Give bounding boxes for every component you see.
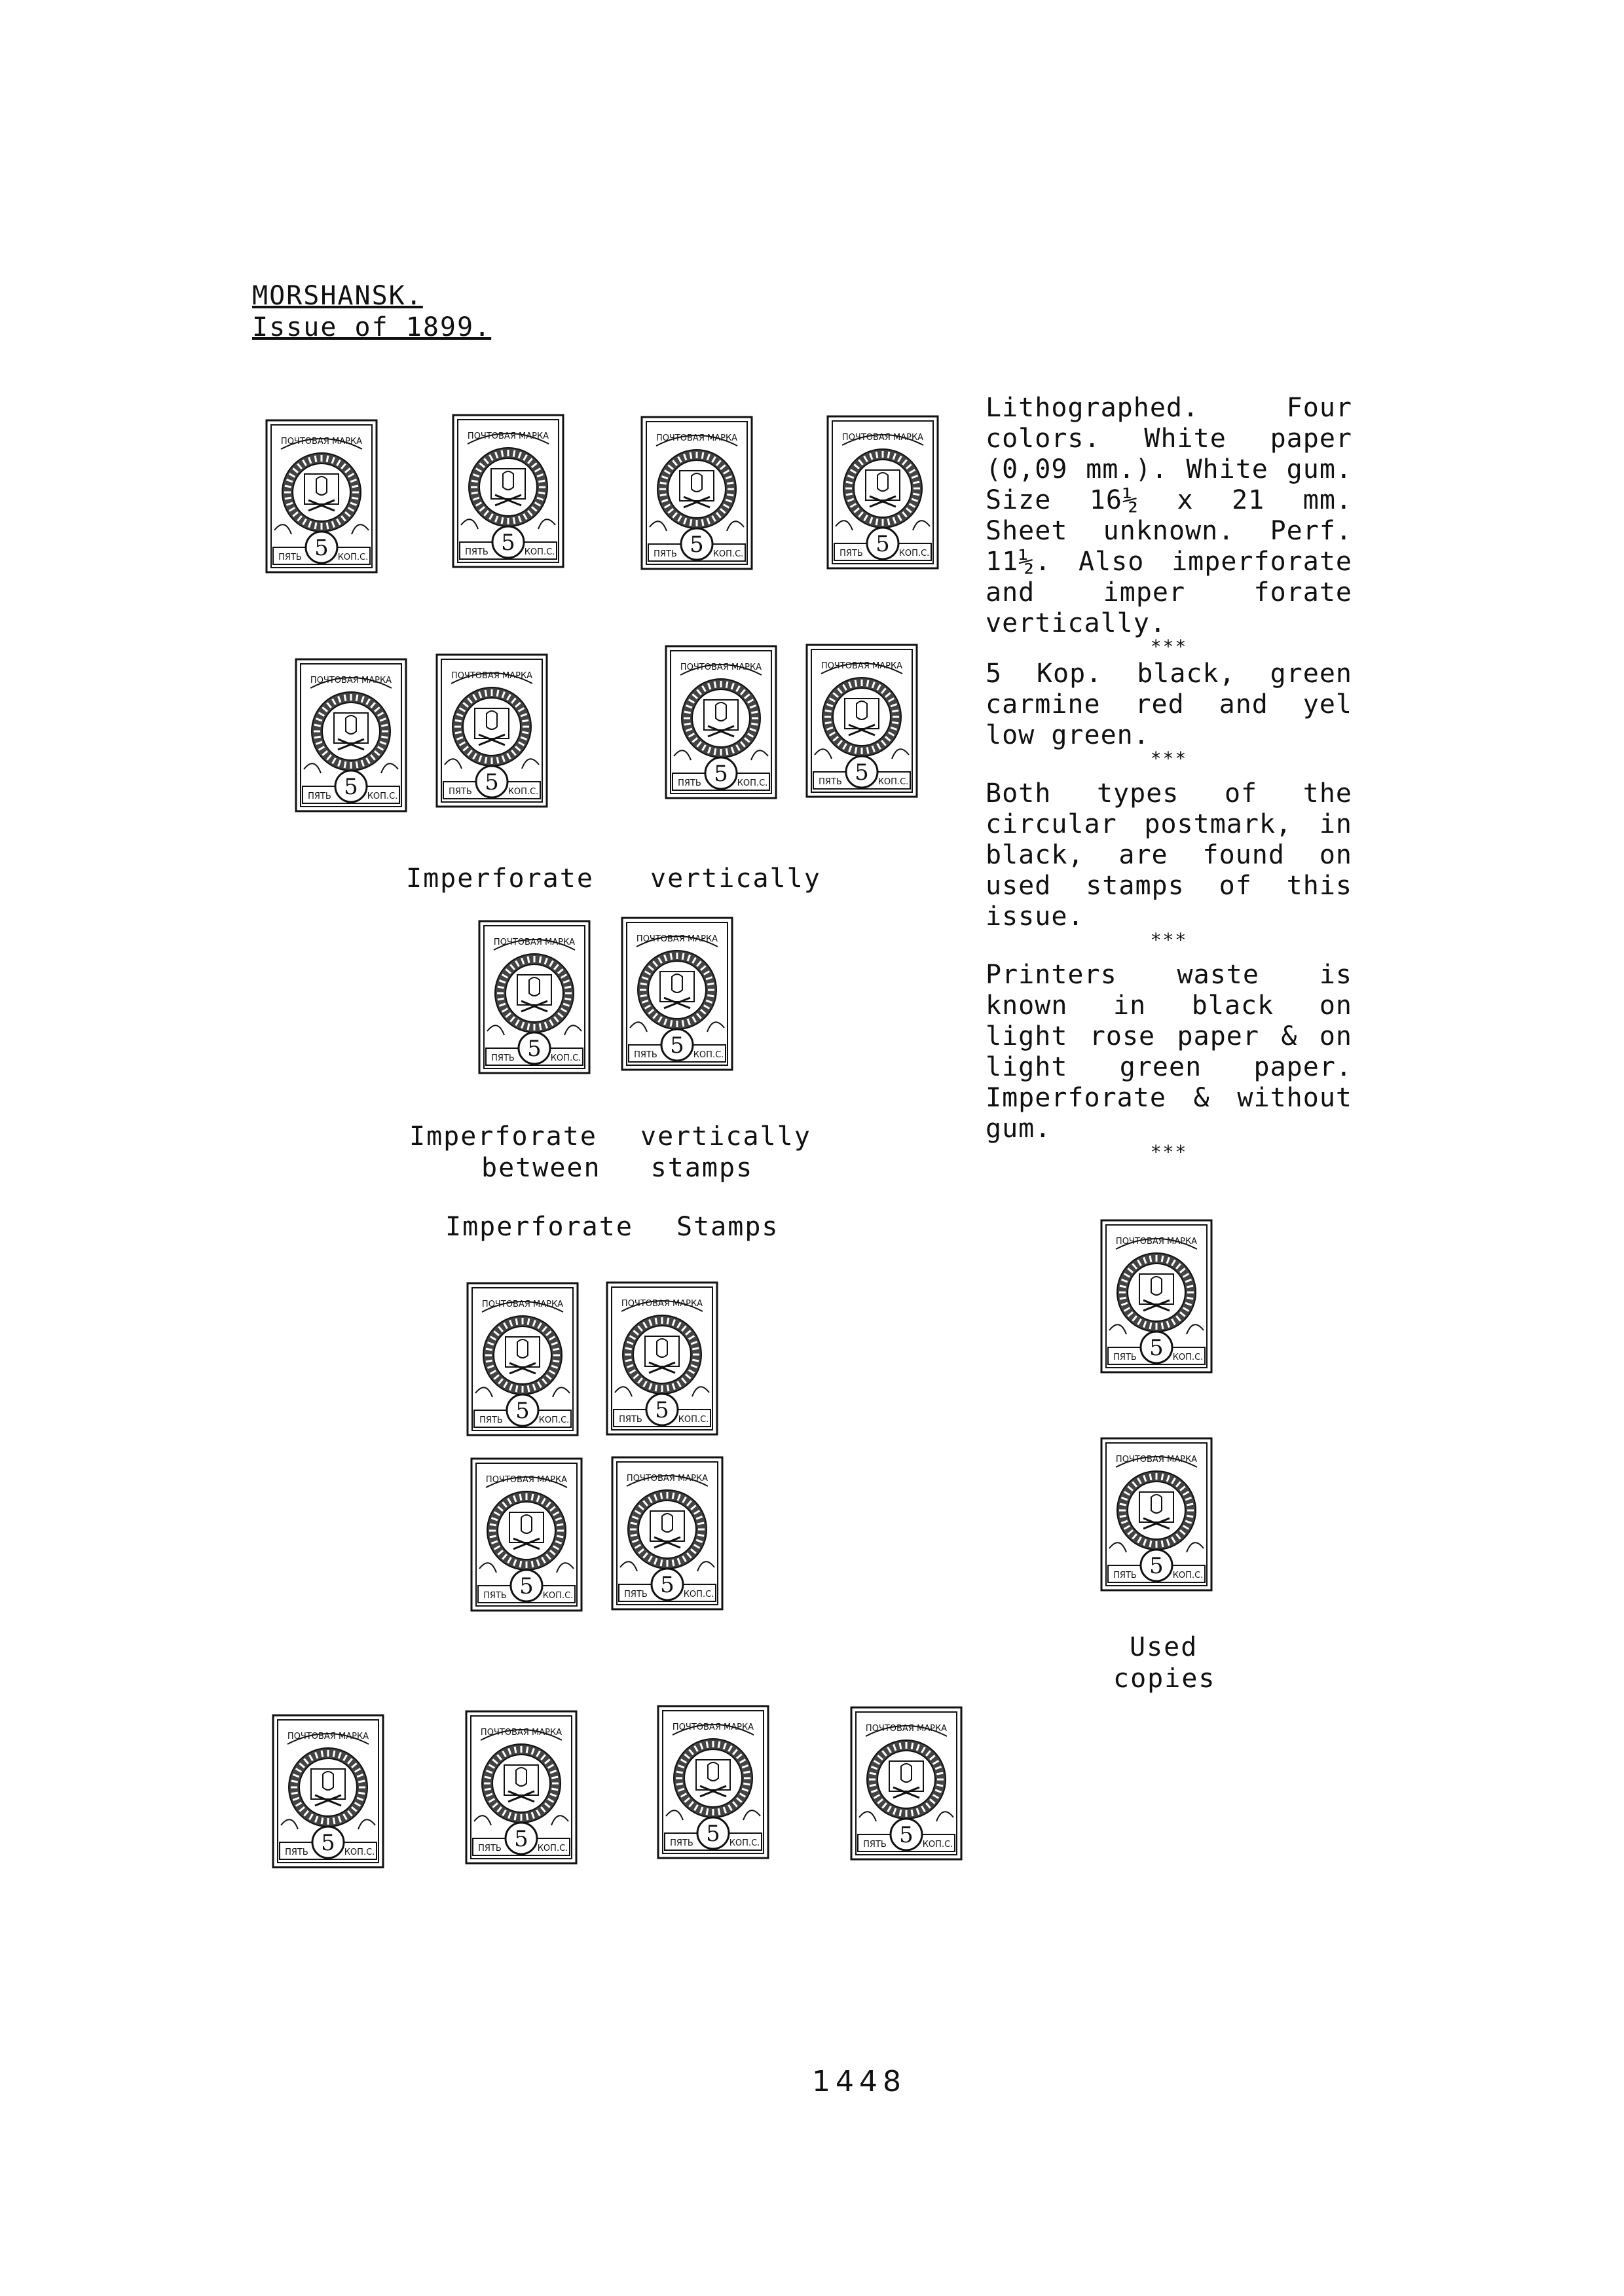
stamp-bottom-2 [465,1710,578,1865]
svg-text:ПЯТЬ: ПЯТЬ [285,1848,308,1857]
svg-text:5: 5 [527,1036,542,1062]
svg-text:ПЯТЬ: ПЯТЬ [449,787,472,797]
svg-text:ПЯТЬ: ПЯТЬ [465,547,489,557]
svg-text:ПЯТЬ: ПЯТЬ [863,1840,887,1850]
stamp-imperf-vertical-pair-left [295,658,407,812]
svg-text:ПОЧТОВАЯ МАРКА: ПОЧТОВАЯ МАРКА [467,431,549,441]
svg-text:КОП.С.: КОП.С. [877,777,909,787]
caption-used-line2: copies [1113,1664,1216,1694]
separator-stars: *** [1150,929,1188,951]
svg-text:5: 5 [515,1398,530,1424]
svg-text:ПОЧТОВАЯ МАРКА: ПОЧТОВАЯ МАРКА [451,671,533,681]
svg-text:5: 5 [899,1822,913,1848]
stamp-image [657,1705,769,1859]
stamp-bottom-1 [272,1714,384,1868]
svg-text:КОП.С.: КОП.С. [678,1415,709,1425]
stamp-imperf-block-top-right [606,1281,718,1436]
svg-text:КОП.С.: КОП.С. [344,1848,375,1857]
svg-text:ПОЧТОВАЯ МАРКА: ПОЧТОВАЯ МАРКА [280,437,363,446]
stamp-image [272,1714,384,1868]
stamp-perforated-1 [265,419,378,574]
caption-used-line1: Used [1130,1632,1198,1662]
caption-imperforate-vertically: Imperforate vertically [406,864,821,894]
stamp-bottom-4 [850,1706,963,1861]
svg-text:КОП.С.: КОП.С. [1172,1353,1204,1362]
svg-text:ПОЧТОВАЯ МАРКА: ПОЧТОВАЯ МАРКА [287,1732,369,1741]
stamp-perforated-2 [452,414,564,568]
svg-text:5: 5 [655,1397,669,1423]
stamp-used-2 [1100,1437,1213,1592]
svg-text:КОП.С.: КОП.С. [737,778,768,788]
stamp-image [470,1457,583,1612]
stamp-imperf-block-top-left [466,1282,579,1436]
svg-text:ПЯТЬ: ПЯТЬ [491,1053,515,1063]
page-title [252,280,423,312]
svg-text:ПОЧТОВАЯ МАРКА: ПОЧТОВАЯ МАРКА [636,934,718,944]
stamp-image [611,1456,724,1611]
svg-text:ПЯТЬ: ПЯТЬ [278,553,302,562]
stamp-image [805,644,918,798]
svg-text:ПЯТЬ: ПЯТЬ [1113,1571,1137,1580]
stamp-image [606,1281,718,1436]
svg-text:ПЯТЬ: ПЯТЬ [654,549,677,559]
stamp-image [850,1706,963,1861]
svg-text:ПЯТЬ: ПЯТЬ [308,792,331,801]
svg-text:ПЯТЬ: ПЯТЬ [1113,1353,1137,1362]
svg-text:5: 5 [1149,1335,1164,1361]
svg-text:ПЯТЬ: ПЯТЬ [678,778,701,788]
svg-text:5: 5 [660,1572,674,1598]
svg-text:КОП.С.: КОП.С. [507,787,539,797]
svg-text:5: 5 [344,774,358,800]
page-number: 1448 [812,2065,906,2098]
stamp-image [640,416,753,570]
caption-imperforate-stamps: Imperforate Stamps [445,1212,779,1242]
stamp-image [452,414,564,568]
svg-text:5: 5 [706,1821,720,1847]
title-morshansk: MORSHANSK. [252,281,423,311]
stamp-image [1100,1437,1213,1592]
svg-text:КОП.С.: КОП.С. [337,553,369,562]
svg-text:ПОЧТОВАЯ МАРКА: ПОЧТОВАЯ МАРКА [493,938,576,947]
svg-text:КОП.С.: КОП.С. [538,1415,570,1425]
svg-text:5: 5 [514,1826,528,1852]
svg-text:КОП.С.: КОП.С. [898,549,930,558]
svg-text:КОП.С.: КОП.С. [367,792,398,801]
svg-text:ПОЧТОВАЯ МАРКА: ПОЧТОВАЯ МАРКА [1115,1237,1198,1247]
stamp-image [478,920,591,1074]
separator-stars: *** [1150,1141,1188,1163]
stamp-imperf-vertical-pair2-left [665,645,777,799]
stamp-image [665,645,777,799]
subtitle-issue: Issue of 1899. [252,312,492,342]
stamp-imperf-block-bottom-right [611,1456,724,1611]
svg-text:ПОЧТОВАЯ МАРКА: ПОЧТОВАЯ МАРКА [672,1722,754,1732]
stamp-image [466,1282,579,1436]
description-lithographed: Lithographed. Four colors. White paper (0,09 mm.). White gum. Size 16½ x 21 mm. Sheet unknown. Perf. 11½. Also imperforate and imper forate vertically. [986,393,1352,638]
svg-text:КОП.С.: КОП.С. [712,549,744,559]
svg-text:КОП.С.: КОП.С. [922,1840,953,1850]
svg-text:ПОЧТОВАЯ МАРКА: ПОЧТОВАЯ МАРКА [1115,1455,1198,1465]
svg-text:ПОЧТОВАЯ МАРКА: ПОЧТОВАЯ МАРКА [626,1474,709,1484]
stamp-bottom-3 [657,1705,769,1859]
svg-text:КОП.С.: КОП.С. [1172,1571,1204,1580]
stamp-imperf-vertical-pair2-right [805,644,918,798]
svg-text:КОП.С.: КОП.С. [542,1591,574,1601]
svg-text:5: 5 [519,1573,534,1599]
stamp-image [435,653,548,808]
svg-text:ПОЧТОВАЯ МАРКА: ПОЧТОВАЯ МАРКА [841,433,924,443]
svg-text:ПЯТЬ: ПЯТЬ [483,1591,507,1601]
stamp-image [826,415,939,570]
svg-text:ПЯТЬ: ПЯТЬ [634,1050,657,1060]
svg-text:ПОЧТОВАЯ МАРКА: ПОЧТОВАЯ МАРКА [865,1724,948,1734]
stamp-imperf-block-bottom-left [470,1457,583,1612]
svg-text:5: 5 [1149,1553,1164,1579]
svg-text:ПЯТЬ: ПЯТЬ [478,1844,502,1853]
svg-text:5: 5 [855,759,869,786]
svg-text:5: 5 [670,1032,684,1059]
svg-text:5: 5 [321,1830,335,1856]
svg-text:ПОЧТОВАЯ МАРКА: ПОЧТОВАЯ МАРКА [621,1299,703,1309]
svg-text:5: 5 [501,530,515,556]
separator-stars: *** [1150,748,1188,769]
svg-text:ПЯТЬ: ПЯТЬ [670,1838,693,1848]
svg-text:5: 5 [876,531,890,557]
stamp-image [265,419,378,574]
svg-text:ПОЧТОВАЯ МАРКА: ПОЧТОВАЯ МАРКА [481,1300,564,1309]
svg-text:КОП.С.: КОП.С. [537,1844,568,1853]
description-column [986,393,1352,1163]
stamp-perforated-4 [826,415,939,570]
stamp-image [465,1710,578,1865]
svg-text:КОП.С.: КОП.С. [524,547,555,557]
svg-text:ПЯТЬ: ПЯТЬ [479,1415,503,1425]
svg-text:ПОЧТОВАЯ МАРКА: ПОЧТОВАЯ МАРКА [310,676,392,685]
svg-text:5: 5 [714,761,728,787]
caption-imperf-vert-between-line1: Imperforate vertically [409,1121,811,1152]
svg-text:ПЯТЬ: ПЯТЬ [840,549,863,558]
svg-text:5: 5 [485,769,499,795]
svg-text:ПОЧТОВАЯ МАРКА: ПОЧТОВАЯ МАРКА [680,663,762,672]
description-printers-waste: Printers waste is known in black on light rose paper & on light green paper. Imperforate & without gum. [986,960,1352,1144]
svg-text:ПЯТЬ: ПЯТЬ [619,1415,642,1425]
svg-text:ПОЧТОВАЯ МАРКА: ПОЧТОВАЯ МАРКА [655,433,738,443]
svg-text:КОП.С.: КОП.С. [693,1050,724,1060]
stamp-image [621,917,733,1071]
svg-text:КОП.С.: КОП.С. [550,1053,581,1063]
stamp-imperf-vertical-pair-right [435,653,548,808]
description-postmark: Both types of the circular postmark, in black, are found on used stamps of this issue. [986,778,1352,932]
stamp-imperf-between-right [621,917,733,1071]
svg-text:КОП.С.: КОП.С. [683,1590,714,1599]
stamp-image [295,658,407,812]
svg-text:ПЯТЬ: ПЯТЬ [819,777,842,787]
svg-text:ПОЧТОВАЯ МАРКА: ПОЧТОВАЯ МАРКА [485,1475,568,1485]
svg-text:ПЯТЬ: ПЯТЬ [624,1590,648,1599]
svg-text:КОП.С.: КОП.С. [729,1838,760,1848]
stamp-used-1 [1100,1219,1213,1374]
svg-text:ПОЧТОВАЯ МАРКА: ПОЧТОВАЯ МАРКА [480,1728,563,1738]
description-colors: 5 Kop. black, green carmine red and yel low green. [986,659,1352,750]
caption-imperf-vert-between-line2: between stamps [481,1153,754,1183]
svg-text:5: 5 [314,535,329,561]
svg-text:5: 5 [690,532,704,558]
svg-text:ПОЧТОВАЯ МАРКА: ПОЧТОВАЯ МАРКА [821,661,903,671]
stamp-imperf-between-left [478,920,591,1074]
stamp-image [1100,1219,1213,1374]
separator-stars: *** [1150,636,1188,657]
page-subtitle [252,312,491,343]
stamp-perforated-3 [640,416,753,570]
